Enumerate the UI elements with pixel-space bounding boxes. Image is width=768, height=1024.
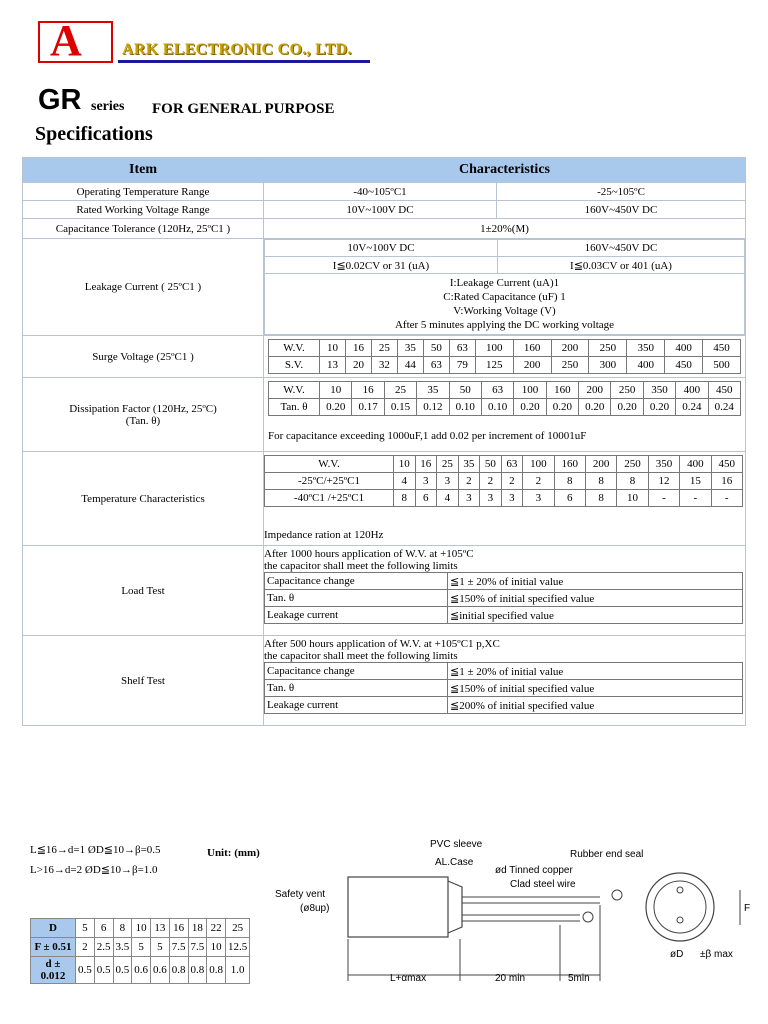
limit-row <box>265 573 743 590</box>
surge-wv-cell: 100 <box>475 340 513 357</box>
dis-tan-cell: 0.15 <box>384 399 416 416</box>
dis-tan-cell: 0.12 <box>417 399 449 416</box>
tc-r2-cell: 6 <box>415 490 437 507</box>
dim-d-cell: 22 <box>207 919 226 938</box>
tc-r2-cell: 3 <box>523 490 554 507</box>
tc-wv-cell: 63 <box>501 456 523 473</box>
dim-d-cell: 10 <box>132 919 151 938</box>
dim-f-cell: 7.5 <box>169 938 188 957</box>
cap-tol-value: 1±20%(M) <box>264 219 746 239</box>
tc-r1-cell: 8 <box>585 473 616 490</box>
dim-f-label: F ± 0.51 <box>31 938 76 957</box>
section-title: Specifications <box>35 123 153 145</box>
capacitor-body <box>348 877 448 937</box>
temp-char-note: Impedance ration at 120Hz <box>264 529 384 541</box>
dis-wv-cell: 200 <box>579 382 611 399</box>
dim-d-cell: 13 <box>151 919 170 938</box>
limit-value: ≦150% of initial specified value <box>448 680 743 697</box>
leakage-subtable <box>264 239 745 335</box>
dis-tan-cell: 0.10 <box>481 399 513 416</box>
dissipation-subtable <box>268 381 741 416</box>
dim-f-cell: 3.5 <box>113 938 132 957</box>
dim-dd-cell: 0.8 <box>169 957 188 984</box>
limit-value: ≦initial specified value <box>448 607 743 624</box>
tc-r1-cell: 3 <box>415 473 437 490</box>
spec-table <box>22 157 746 726</box>
tc-r1-cell: 2 <box>480 473 502 490</box>
load-intro-2: the capacitor shall meet the following limits <box>264 560 458 572</box>
dissipation-note: For capacitance exceeding 1000uF,1 add 0.02 per increment of 10001uF <box>268 430 587 442</box>
limit-key: Capacitance change <box>265 573 448 590</box>
dis-wv-cell: 450 <box>708 382 741 399</box>
clad-label: Clad steel wire <box>510 879 576 890</box>
dim-dd-cell: 0.5 <box>113 957 132 984</box>
dim-dd-label: d ± 0.012 <box>31 957 76 984</box>
dis-wv-cell: 10 <box>320 382 352 399</box>
dis-tan-label: Tan. θ <box>269 399 320 416</box>
surge-wv-cell: 16 <box>345 340 371 357</box>
shelf-subtable <box>264 662 743 714</box>
op-temp-right: -25~105ºC <box>497 183 746 201</box>
capacitor-seal <box>448 881 462 933</box>
tc-wv-label: W.V. <box>265 456 394 473</box>
tc-r1-cell: 16 <box>711 473 742 490</box>
leakage-note-2: C:Rated Capacitance (uF) 1 <box>443 291 566 303</box>
dimension-table <box>30 918 250 984</box>
dis-wv-cell: 25 <box>384 382 416 399</box>
limit-row <box>265 607 743 624</box>
tc-r2-cell: - <box>711 490 742 507</box>
surge-sv-cell: 13 <box>320 357 346 374</box>
tc-r2-cell: 8 <box>394 490 416 507</box>
surge-sv-cell: 500 <box>703 357 741 374</box>
col-item: Item <box>23 158 264 183</box>
surge-wv-cell: 10 <box>320 340 346 357</box>
rubber-label: Rubber end seal <box>570 849 644 860</box>
rated-v-right: 160V~450V DC <box>497 201 746 219</box>
dis-wv-cell: 400 <box>676 382 708 399</box>
limit-key: Capacitance change <box>265 663 448 680</box>
surge-sv-cell: 79 <box>449 357 475 374</box>
rated-v-label: Rated Working Voltage Range <box>23 201 264 219</box>
tc-wv-cell: 10 <box>394 456 416 473</box>
vent-size-label: (ø8up) <box>300 903 330 914</box>
twenty-min-label: 20 min <box>495 973 526 984</box>
tc-r2-cell: 3 <box>501 490 523 507</box>
leakage-f-right: I≦0.03CV or 401 (uA) <box>498 257 745 274</box>
dis-wv-cell: 16 <box>352 382 384 399</box>
dis-wv-cell: 63 <box>481 382 513 399</box>
surge-wv-cell: 25 <box>371 340 397 357</box>
surge-sv-cell: 200 <box>513 357 551 374</box>
dis-tan-cell: 0.20 <box>514 399 546 416</box>
dim-d-cell: 18 <box>188 919 207 938</box>
surge-wv-cell: 350 <box>627 340 665 357</box>
surge-wv-cell: 250 <box>589 340 627 357</box>
limit-key: Leakage current <box>265 607 448 624</box>
dis-tan-cell: 0.24 <box>676 399 708 416</box>
limit-row <box>265 663 743 680</box>
tc-r2-cell: 3 <box>458 490 480 507</box>
series-word: series <box>91 99 125 114</box>
leakage-note-3: V:Working Voltage (V) <box>453 305 556 317</box>
dissipation-label-1: Dissipation Factor (120Hz, 25ºC) <box>69 402 217 415</box>
tc-r1-cell: 12 <box>648 473 679 490</box>
end-view-outer <box>646 873 714 941</box>
dis-tan-cell: 0.10 <box>449 399 481 416</box>
vent-label: Safety vent <box>275 889 326 900</box>
tc-r1-cell: 3 <box>437 473 459 490</box>
tc-r2-cell: 3 <box>480 490 502 507</box>
f-label: F <box>744 903 751 914</box>
dis-tan-cell: 0.20 <box>643 399 675 416</box>
surge-subtable <box>268 339 741 374</box>
tc-wv-cell: 160 <box>554 456 585 473</box>
dis-wv-cell: 35 <box>417 382 449 399</box>
beta-max-label: ±β max <box>700 949 733 960</box>
limit-value: ≦150% of initial specified value <box>448 590 743 607</box>
dim-dd-cell: 0.5 <box>76 957 95 984</box>
tc-r2-label: -40ºC1 /+25ºC1 <box>265 490 394 507</box>
l-max-label: L+αmax <box>390 973 427 984</box>
load-subtable <box>264 572 743 624</box>
dim-f-cell: 2 <box>76 938 95 957</box>
tinned-label: ød Tinned copper <box>495 865 573 876</box>
load-intro-1: After 1000 hours application of W.V. at +105ºC <box>264 548 474 560</box>
surge-label: Surge Voltage (25ºC1 ) <box>23 336 264 378</box>
limit-row <box>265 590 743 607</box>
shelf-intro-2: the capacitor shall meet the following limits <box>264 650 458 662</box>
dim-f-cell: 5 <box>132 938 151 957</box>
surge-wv-cell: 160 <box>513 340 551 357</box>
temp-char-subtable <box>264 455 743 507</box>
surge-wv-cell: 35 <box>397 340 423 357</box>
company-name: ARK ELECTRONIC CO., LTD. <box>122 41 352 58</box>
load-label: Load Test <box>23 546 264 636</box>
dis-wv-cell: 160 <box>546 382 578 399</box>
tc-r1-cell: 2 <box>523 473 554 490</box>
rule-2: L>16→d=2 ØD≦10→β=1.0 <box>30 864 158 876</box>
surge-sv-cell: 400 <box>627 357 665 374</box>
tc-wv-cell: 350 <box>648 456 679 473</box>
purpose: FOR GENERAL PURPOSE <box>152 101 335 117</box>
surge-sv-cell: 450 <box>665 357 703 374</box>
five-min-label: 5min <box>568 973 590 984</box>
limit-key: Tan. θ <box>265 680 448 697</box>
surge-wv-cell: 50 <box>423 340 449 357</box>
end-view-inner <box>654 881 706 933</box>
surge-sv-cell: 63 <box>423 357 449 374</box>
dis-tan-cell: 0.20 <box>579 399 611 416</box>
od-label: øD <box>670 949 684 960</box>
tc-wv-cell: 16 <box>415 456 437 473</box>
tc-r2-cell: - <box>648 490 679 507</box>
limit-row <box>265 697 743 714</box>
leakage-note-4: After 5 minutes applying the DC working voltage <box>394 319 615 331</box>
limit-key: Tan. θ <box>265 590 448 607</box>
limit-row <box>265 680 743 697</box>
leakage-f-left: I≦0.02CV or 31 (uA) <box>265 257 498 274</box>
tc-wv-cell: 35 <box>458 456 480 473</box>
tc-wv-cell: 100 <box>523 456 554 473</box>
dim-dd-cell: 0.6 <box>132 957 151 984</box>
dis-wv-label: W.V. <box>269 382 320 399</box>
dis-tan-cell: 0.17 <box>352 399 384 416</box>
series-code: GR <box>38 84 82 116</box>
dim-dd-cell: 1.0 <box>226 957 250 984</box>
dim-f-cell: 5 <box>151 938 170 957</box>
tc-wv-cell: 200 <box>585 456 616 473</box>
tc-r2-cell: 4 <box>437 490 459 507</box>
surge-sv-cell: 32 <box>371 357 397 374</box>
tc-wv-cell: 50 <box>480 456 502 473</box>
dis-tan-cell: 0.24 <box>708 399 741 416</box>
pvc-label: PVC sleeve <box>430 839 483 850</box>
dis-tan-cell: 0.20 <box>611 399 643 416</box>
dis-wv-cell: 250 <box>611 382 643 399</box>
tc-r1-cell: 8 <box>554 473 585 490</box>
leakage-v-right: 160V~450V DC <box>498 240 745 257</box>
dis-tan-cell: 0.20 <box>320 399 352 416</box>
dim-d-cell: 6 <box>94 919 113 938</box>
dim-d-cell: 16 <box>169 919 188 938</box>
tc-wv-cell: 250 <box>617 456 648 473</box>
tc-r2-cell: - <box>680 490 711 507</box>
tc-wv-cell: 450 <box>711 456 742 473</box>
leakage-v-left: 10V~100V DC <box>265 240 498 257</box>
cap-tol-label: Capacitance Tolerance (120Hz, 25ºC1 ) <box>23 219 264 239</box>
dis-wv-cell: 50 <box>449 382 481 399</box>
dim-f-cell: 2.5 <box>94 938 113 957</box>
tc-wv-cell: 400 <box>680 456 711 473</box>
capacitor-diagram <box>270 835 760 985</box>
dis-wv-cell: 350 <box>643 382 675 399</box>
al-label: AL.Case <box>435 857 474 868</box>
logo-underline <box>118 60 370 63</box>
op-temp-left: -40~105ºC1 <box>264 183 497 201</box>
tc-r1-cell: 2 <box>501 473 523 490</box>
tc-r2-cell: 8 <box>585 490 616 507</box>
plus-marker <box>612 890 622 900</box>
surge-sv-cell: 20 <box>345 357 371 374</box>
surge-sv-cell: 44 <box>397 357 423 374</box>
dim-d-cell: 8 <box>113 919 132 938</box>
col-characteristics: Characteristics <box>264 158 746 183</box>
tc-r1-cell: 4 <box>394 473 416 490</box>
tc-r1-cell: 15 <box>680 473 711 490</box>
leakage-label: Leakage Current ( 25ºC1 ) <box>23 239 264 336</box>
dim-dd-cell: 0.5 <box>94 957 113 984</box>
unit-label: Unit: (mm) <box>207 847 260 859</box>
dim-dd-cell: 0.6 <box>151 957 170 984</box>
dimension-rules <box>30 840 161 880</box>
tc-r2-cell: 6 <box>554 490 585 507</box>
dim-d-label: D <box>31 919 76 938</box>
tc-r1-cell: 2 <box>458 473 480 490</box>
surge-wv-cell: 400 <box>665 340 703 357</box>
surge-wv-cell: 200 <box>551 340 589 357</box>
surge-sv-label: S.V. <box>269 357 320 374</box>
shelf-intro-1: After 500 hours application of W.V. at +105ºC1 p,XC <box>264 638 500 650</box>
rated-v-left: 10V~100V DC <box>264 201 497 219</box>
surge-wv-cell: 450 <box>703 340 741 357</box>
dissipation-label <box>23 378 264 452</box>
dis-wv-cell: 100 <box>514 382 546 399</box>
surge-sv-cell: 250 <box>551 357 589 374</box>
shelf-label: Shelf Test <box>23 636 264 726</box>
dim-d-cell: 5 <box>76 919 95 938</box>
tc-r2-cell: 10 <box>617 490 648 507</box>
temp-char-label: Temperature Characteristics <box>23 452 264 546</box>
leakage-note-1: I:Leakage Current (uA)1 <box>449 277 560 289</box>
surge-wv-cell: 63 <box>449 340 475 357</box>
surge-sv-cell: 300 <box>589 357 627 374</box>
dim-f-cell: 7.5 <box>188 938 207 957</box>
minus-marker <box>583 912 593 922</box>
tc-r1-cell: 8 <box>617 473 648 490</box>
limit-value: ≦1 ± 20% of initial value <box>448 663 743 680</box>
limit-key: Leakage current <box>265 697 448 714</box>
limit-value: ≦1 ± 20% of initial value <box>448 573 743 590</box>
dim-dd-cell: 0.8 <box>188 957 207 984</box>
dim-f-cell: 10 <box>207 938 226 957</box>
dissipation-label-2: (Tan. θ) <box>125 414 161 427</box>
op-temp-label: Operating Temperature Range <box>23 183 264 201</box>
dim-dd-cell: 0.8 <box>207 957 226 984</box>
dim-d-cell: 25 <box>226 919 250 938</box>
dis-tan-cell: 0.20 <box>546 399 578 416</box>
surge-wv-label: W.V. <box>269 340 320 357</box>
tc-wv-cell: 25 <box>437 456 459 473</box>
logo-letter: A <box>50 16 82 65</box>
tc-r1-label: -25ºC/+25ºC1 <box>265 473 394 490</box>
surge-sv-cell: 125 <box>475 357 513 374</box>
dim-f-cell: 12.5 <box>226 938 250 957</box>
limit-value: ≦200% of initial specified value <box>448 697 743 714</box>
rule-1: L≦16→d=1 ØD≦10→β=0.5 <box>30 844 161 856</box>
